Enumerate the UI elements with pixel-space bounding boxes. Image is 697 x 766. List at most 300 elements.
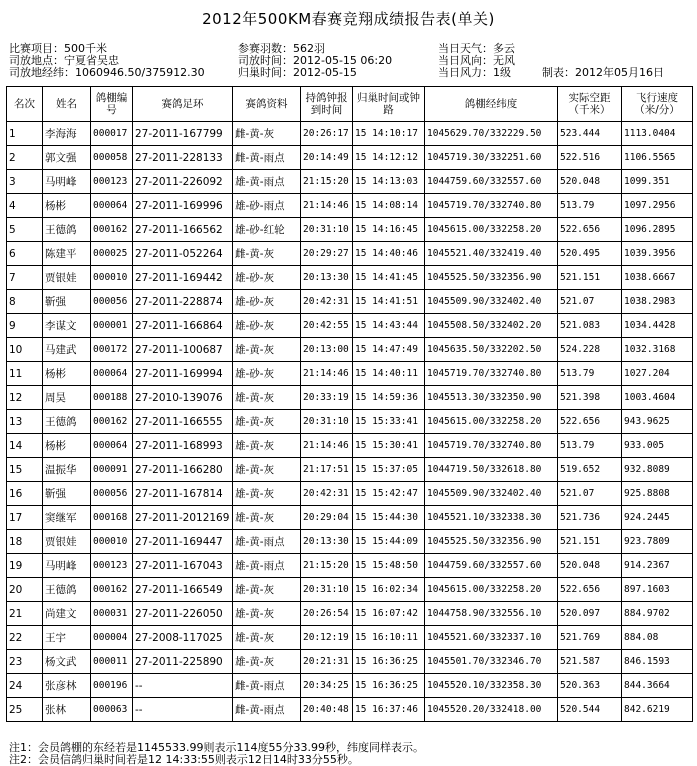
table-cell: 1045525.50/332356.90: [425, 266, 558, 290]
table-cell: 12: [7, 386, 43, 410]
table-cell: 17: [7, 506, 43, 530]
table-cell: 842.6219: [622, 698, 693, 722]
table-cell: 15 14:41:51: [353, 290, 425, 314]
table-cell: 521.07: [558, 482, 622, 506]
table-cell: 18: [7, 530, 43, 554]
table-cell: 雄-砂-灰: [233, 314, 301, 338]
table-cell: 王宇: [43, 626, 91, 650]
table-cell: 1045520.10/332358.30: [425, 674, 558, 698]
race-info-field: 归巢时间：2012-05-15: [238, 66, 357, 79]
table-cell: 15 14:12:12: [353, 146, 425, 170]
table-cell: 20:26:54: [301, 602, 353, 626]
table-cell: 20:14:49: [301, 146, 353, 170]
table-cell: 21:14:46: [301, 362, 353, 386]
table-cell: 1044758.90/332556.10: [425, 602, 558, 626]
table-cell: 15 15:44:30: [353, 506, 425, 530]
table-cell: 雌-黄-灰: [233, 242, 301, 266]
table-cell: 雄-砂-雨点: [233, 194, 301, 218]
table-cell: 520.048: [558, 170, 622, 194]
table-cell: 27-2008-117025: [133, 626, 233, 650]
column-header: 飞行速度（米/分）: [622, 87, 693, 122]
table-cell: 000001: [91, 314, 133, 338]
table-cell: 000058: [91, 146, 133, 170]
table-cell: 521.398: [558, 386, 622, 410]
table-cell: 15 14:16:45: [353, 218, 425, 242]
table-row: [7, 170, 693, 194]
results-table: [6, 86, 693, 722]
table-cell: 14: [7, 434, 43, 458]
table-cell: 27-2011-166864: [133, 314, 233, 338]
table-cell: 19: [7, 554, 43, 578]
table-cell: 15 16:10:11: [353, 626, 425, 650]
table-cell: 杨彬: [43, 194, 91, 218]
table-cell: 21:15:20: [301, 554, 353, 578]
table-cell: 雌-黄-灰: [233, 122, 301, 146]
table-cell: 1097.2956: [622, 194, 693, 218]
table-cell: 522.516: [558, 146, 622, 170]
table-cell: 000031: [91, 602, 133, 626]
table-cell: 27-2011-166549: [133, 578, 233, 602]
table-row: [7, 674, 693, 698]
table-row: [7, 410, 693, 434]
table-cell: 郭文强: [43, 146, 91, 170]
table-cell: 15 16:36:25: [353, 650, 425, 674]
table-cell: 马明峰: [43, 170, 91, 194]
table-cell: 20:42:31: [301, 482, 353, 506]
table-cell: 27-2011-167043: [133, 554, 233, 578]
table-cell: 王德鸽: [43, 410, 91, 434]
table-row: [7, 146, 693, 170]
table-row: [7, 698, 693, 722]
table-cell: 1045629.70/332229.50: [425, 122, 558, 146]
table-cell: 520.097: [558, 602, 622, 626]
table-cell: 杨文武: [43, 650, 91, 674]
table-row: [7, 650, 693, 674]
table-cell: 1045615.00/332258.20: [425, 410, 558, 434]
race-info-field: 司放地点：宁夏省吴忠: [9, 54, 119, 67]
table-cell: 雄-黄-灰: [233, 506, 301, 530]
table-cell: 雄-砂-灰: [233, 266, 301, 290]
column-header: 名次: [7, 87, 43, 122]
table-cell: 1099.351: [622, 170, 693, 194]
table-cell: 1045509.90/332402.40: [425, 290, 558, 314]
race-info-field: 参赛羽数：562羽: [238, 42, 325, 55]
table-cell: 雌-黄-雨点: [233, 674, 301, 698]
table-cell: 15 14:40:46: [353, 242, 425, 266]
table-cell: 8: [7, 290, 43, 314]
table-cell: 1044759.60/332557.60: [425, 554, 558, 578]
table-cell: 李谋文: [43, 314, 91, 338]
table-row: [7, 290, 693, 314]
table-cell: 1039.3956: [622, 242, 693, 266]
table-row: [7, 362, 693, 386]
table-cell: 27-2011-2012169: [133, 506, 233, 530]
table-cell: 20:31:10: [301, 410, 353, 434]
table-cell: 1106.5565: [622, 146, 693, 170]
table-cell: 27-2011-228874: [133, 290, 233, 314]
table-cell: 21:14:46: [301, 194, 353, 218]
table-row: [7, 122, 693, 146]
table-cell: 1045719.70/332740.80: [425, 194, 558, 218]
table-cell: 000011: [91, 650, 133, 674]
table-cell: 15 14:10:17: [353, 122, 425, 146]
table-cell: 陈建平: [43, 242, 91, 266]
table-cell: 27-2011-166562: [133, 218, 233, 242]
race-info-row: [9, 67, 693, 79]
table-cell: 1045525.50/332356.90: [425, 530, 558, 554]
table-cell: 窦继军: [43, 506, 91, 530]
column-header: 姓名: [43, 87, 91, 122]
table-cell: 15 15:30:41: [353, 434, 425, 458]
table-cell: 1045635.50/332202.50: [425, 338, 558, 362]
table-row: [7, 338, 693, 362]
table-cell: 11: [7, 362, 43, 386]
race-info-field: 制表：2012年05月16日: [542, 66, 664, 79]
table-cell: 27-2011-169442: [133, 266, 233, 290]
table-cell: 13: [7, 410, 43, 434]
table-cell: 15 16:07:42: [353, 602, 425, 626]
table-cell: 22: [7, 626, 43, 650]
table-cell: 000168: [91, 506, 133, 530]
table-row: [7, 434, 693, 458]
table-cell: 000010: [91, 530, 133, 554]
table-cell: 15 15:48:50: [353, 554, 425, 578]
table-cell: 1: [7, 122, 43, 146]
table-cell: 2: [7, 146, 43, 170]
table-cell: 20:34:25: [301, 674, 353, 698]
table-cell: 20:42:55: [301, 314, 353, 338]
column-header: 鸽棚经纬度: [425, 87, 558, 122]
table-cell: 1045521.10/332338.30: [425, 506, 558, 530]
race-info-field: 当日风力：1级: [438, 66, 511, 79]
table-cell: 1045520.20/332418.00: [425, 698, 558, 722]
race-info-field: 当日天气：多云: [438, 42, 515, 55]
table-cell: 000123: [91, 554, 133, 578]
table-cell: 520.048: [558, 554, 622, 578]
table-cell: 924.2445: [622, 506, 693, 530]
table-row: [7, 266, 693, 290]
table-cell: 923.7809: [622, 530, 693, 554]
table-cell: 524.228: [558, 338, 622, 362]
table-cell: 15 14:59:36: [353, 386, 425, 410]
table-cell: 尚建文: [43, 602, 91, 626]
table-cell: 27-2011-052264: [133, 242, 233, 266]
table-cell: 马明峰: [43, 554, 91, 578]
footnote: 注2：会员信鸽归巢时间若是12 14:33:55则表示12日14时33分55秒。: [9, 753, 359, 766]
table-cell: 27-2011-167814: [133, 482, 233, 506]
footnotes: [9, 742, 424, 766]
table-cell: 1045615.00/332258.20: [425, 218, 558, 242]
table-cell: 雄-黄-灰: [233, 650, 301, 674]
table-cell: 20:40:48: [301, 698, 353, 722]
table-cell: 贾银娃: [43, 266, 91, 290]
table-cell: 雄-黄-雨点: [233, 554, 301, 578]
table-cell: 雄-黄-雨点: [233, 530, 301, 554]
table-cell: 3: [7, 170, 43, 194]
table-cell: 000064: [91, 434, 133, 458]
table-cell: 844.3664: [622, 674, 693, 698]
table-cell: 1045719.70/332740.80: [425, 362, 558, 386]
table-row: [7, 482, 693, 506]
table-cell: 513.79: [558, 194, 622, 218]
table-cell: 15 14:47:49: [353, 338, 425, 362]
table-cell: 1044759.60/332557.60: [425, 170, 558, 194]
table-cell: 雄-黄-灰: [233, 410, 301, 434]
table-cell: 884.08: [622, 626, 693, 650]
table-cell: 27-2011-228133: [133, 146, 233, 170]
table-cell: 27-2011-168993: [133, 434, 233, 458]
table-cell: 520.363: [558, 674, 622, 698]
table-cell: 000063: [91, 698, 133, 722]
table-cell: 雄-黄-灰: [233, 386, 301, 410]
column-header: 归巢时间或钟路: [353, 87, 425, 122]
table-cell: 20:12:19: [301, 626, 353, 650]
table-cell: 雄-黄-灰: [233, 458, 301, 482]
table-cell: 1045501.70/332346.70: [425, 650, 558, 674]
table-cell: 521.736: [558, 506, 622, 530]
table-cell: 15 14:08:14: [353, 194, 425, 218]
table-cell: 雄-黄-灰: [233, 626, 301, 650]
table-cell: 王德鸽: [43, 218, 91, 242]
table-cell: 20:13:30: [301, 530, 353, 554]
column-header: 持鸽钟报到时间: [301, 87, 353, 122]
table-row: [7, 242, 693, 266]
table-cell: 20:13:00: [301, 338, 353, 362]
table-cell: 000123: [91, 170, 133, 194]
table-row: [7, 530, 693, 554]
table-cell: 24: [7, 674, 43, 698]
table-cell: 27-2011-167799: [133, 122, 233, 146]
table-cell: 5: [7, 218, 43, 242]
table-cell: 1045509.90/332402.40: [425, 482, 558, 506]
table-cell: 20:26:17: [301, 122, 353, 146]
table-cell: 21:17:51: [301, 458, 353, 482]
table-cell: 杨彬: [43, 434, 91, 458]
table-cell: 1045521.60/332337.10: [425, 626, 558, 650]
table-cell: 20:31:10: [301, 218, 353, 242]
table-cell: 1045508.50/332402.20: [425, 314, 558, 338]
table-cell: 933.005: [622, 434, 693, 458]
table-cell: 20:29:27: [301, 242, 353, 266]
table-cell: 15 16:36:25: [353, 674, 425, 698]
table-cell: 雄-砂-红轮: [233, 218, 301, 242]
table-cell: 521.07: [558, 290, 622, 314]
table-cell: 20:33:19: [301, 386, 353, 410]
table-cell: 521.587: [558, 650, 622, 674]
table-cell: 27-2010-139076: [133, 386, 233, 410]
table-cell: 4: [7, 194, 43, 218]
table-cell: 521.083: [558, 314, 622, 338]
table-cell: 000064: [91, 362, 133, 386]
race-info-field: 司放时间：2012-05-15 06:20: [238, 54, 393, 67]
table-cell: 27-2011-169994: [133, 362, 233, 386]
table-cell: 1044719.50/332618.80: [425, 458, 558, 482]
table-cell: 雄-黄-灰: [233, 578, 301, 602]
table-cell: 1096.2895: [622, 218, 693, 242]
table-cell: 884.9702: [622, 602, 693, 626]
table-cell: 马建武: [43, 338, 91, 362]
table-cell: 000091: [91, 458, 133, 482]
race-info-field: 比赛项目：500千米: [9, 42, 107, 55]
table-cell: 925.8808: [622, 482, 693, 506]
table-cell: 15 14:43:44: [353, 314, 425, 338]
table-cell: 000188: [91, 386, 133, 410]
table-cell: 1032.3168: [622, 338, 693, 362]
table-row: [7, 218, 693, 242]
table-cell: 雄-砂-灰: [233, 290, 301, 314]
table-row: [7, 386, 693, 410]
table-cell: 000017: [91, 122, 133, 146]
table-cell: 943.9625: [622, 410, 693, 434]
table-cell: 20:29:04: [301, 506, 353, 530]
table-cell: 1038.2983: [622, 290, 693, 314]
table-cell: 15 14:41:45: [353, 266, 425, 290]
table-cell: 000162: [91, 410, 133, 434]
table-cell: 000064: [91, 194, 133, 218]
table-cell: --: [133, 698, 233, 722]
race-info-field: 司放地经纬：1060946.50/375912.30: [9, 66, 205, 79]
table-cell: 10: [7, 338, 43, 362]
table-cell: 1027.204: [622, 362, 693, 386]
table-cell: 523.444: [558, 122, 622, 146]
table-cell: 雄-黄-灰: [233, 482, 301, 506]
table-cell: 520.544: [558, 698, 622, 722]
table-cell: 杨彬: [43, 362, 91, 386]
report-title: 2012年500KM春赛竞翔成绩报告表(单关): [202, 10, 495, 28]
table-cell: 897.1603: [622, 578, 693, 602]
table-cell: 1003.4604: [622, 386, 693, 410]
table-cell: 15 15:44:09: [353, 530, 425, 554]
table-cell: 周昊: [43, 386, 91, 410]
table-cell: 27-2011-169447: [133, 530, 233, 554]
table-cell: 20:31:10: [301, 578, 353, 602]
table-cell: 522.656: [558, 410, 622, 434]
table-cell: 7: [7, 266, 43, 290]
table-cell: 000162: [91, 578, 133, 602]
table-cell: 20:21:31: [301, 650, 353, 674]
table-cell: 27-2011-100687: [133, 338, 233, 362]
table-cell: 1045521.40/332419.40: [425, 242, 558, 266]
table-cell: 张彦林: [43, 674, 91, 698]
table-cell: 000056: [91, 290, 133, 314]
table-cell: 1045615.00/332258.20: [425, 578, 558, 602]
table-cell: 000162: [91, 218, 133, 242]
table-cell: 贾银娃: [43, 530, 91, 554]
table-row: [7, 554, 693, 578]
table-cell: 000172: [91, 338, 133, 362]
table-cell: 靳强: [43, 290, 91, 314]
table-cell: 000010: [91, 266, 133, 290]
table-cell: 温振华: [43, 458, 91, 482]
table-cell: 932.8089: [622, 458, 693, 482]
table-cell: 雄-黄-灰: [233, 602, 301, 626]
table-cell: 27-2011-166280: [133, 458, 233, 482]
table-cell: 522.656: [558, 578, 622, 602]
column-header: 实际空距（千米）: [558, 87, 622, 122]
table-cell: 15: [7, 458, 43, 482]
table-cell: 雄-黄-灰: [233, 434, 301, 458]
race-info: [9, 43, 693, 83]
table-cell: 000056: [91, 482, 133, 506]
table-cell: 000004: [91, 626, 133, 650]
table-cell: 521.151: [558, 530, 622, 554]
table-cell: 27-2011-166555: [133, 410, 233, 434]
table-cell: 15 15:37:05: [353, 458, 425, 482]
table-cell: 1045513.30/332350.90: [425, 386, 558, 410]
table-cell: 522.656: [558, 218, 622, 242]
table-cell: 雄-砂-灰: [233, 362, 301, 386]
column-header: 赛鸽足环: [133, 87, 233, 122]
column-header: 鸽棚编号: [91, 87, 133, 122]
table-cell: 27-2011-225890: [133, 650, 233, 674]
table-cell: 21:15:20: [301, 170, 353, 194]
table-row: [7, 458, 693, 482]
table-cell: 1045719.30/332251.60: [425, 146, 558, 170]
table-cell: 雄-黄-雨点: [233, 170, 301, 194]
table-cell: 王德鸽: [43, 578, 91, 602]
table-cell: --: [133, 674, 233, 698]
column-header: 赛鸽资料: [233, 87, 301, 122]
table-cell: 27-2011-226092: [133, 170, 233, 194]
table-cell: 1034.4428: [622, 314, 693, 338]
table-cell: 靳强: [43, 482, 91, 506]
table-cell: 1045719.70/332740.80: [425, 434, 558, 458]
table-cell: 15 16:37:46: [353, 698, 425, 722]
table-cell: 520.495: [558, 242, 622, 266]
table-cell: 16: [7, 482, 43, 506]
table-cell: 521.769: [558, 626, 622, 650]
race-info-field: 当日风向：无风: [438, 54, 515, 67]
table-cell: 513.79: [558, 434, 622, 458]
table-cell: 27-2011-169996: [133, 194, 233, 218]
table-cell: 15 15:42:47: [353, 482, 425, 506]
table-cell: 雌-黄-雨点: [233, 146, 301, 170]
table-cell: 15 15:33:41: [353, 410, 425, 434]
table-cell: 23: [7, 650, 43, 674]
table-cell: 914.2367: [622, 554, 693, 578]
table-cell: 雄-黄-灰: [233, 338, 301, 362]
table-cell: 21: [7, 602, 43, 626]
table-cell: 6: [7, 242, 43, 266]
table-cell: 000025: [91, 242, 133, 266]
table-cell: 15 14:40:11: [353, 362, 425, 386]
table-row: [7, 626, 693, 650]
table-cell: 27-2011-226050: [133, 602, 233, 626]
table-row: [7, 194, 693, 218]
table-row: [7, 314, 693, 338]
table-header-row: [7, 87, 693, 122]
table-cell: 1113.0404: [622, 122, 693, 146]
table-cell: 15 16:02:34: [353, 578, 425, 602]
table-cell: 000196: [91, 674, 133, 698]
table-cell: 25: [7, 698, 43, 722]
table-cell: 513.79: [558, 362, 622, 386]
table-cell: 雌-黄-雨点: [233, 698, 301, 722]
table-row: [7, 506, 693, 530]
table-cell: 李海海: [43, 122, 91, 146]
table-row: [7, 578, 693, 602]
table-cell: 20:42:31: [301, 290, 353, 314]
table-cell: 1038.6667: [622, 266, 693, 290]
table-cell: 20: [7, 578, 43, 602]
table-row: [7, 602, 693, 626]
table-cell: 521.151: [558, 266, 622, 290]
table-cell: 20:13:30: [301, 266, 353, 290]
table-cell: 张林: [43, 698, 91, 722]
table-cell: 846.1593: [622, 650, 693, 674]
table-cell: 21:14:46: [301, 434, 353, 458]
table-cell: 9: [7, 314, 43, 338]
